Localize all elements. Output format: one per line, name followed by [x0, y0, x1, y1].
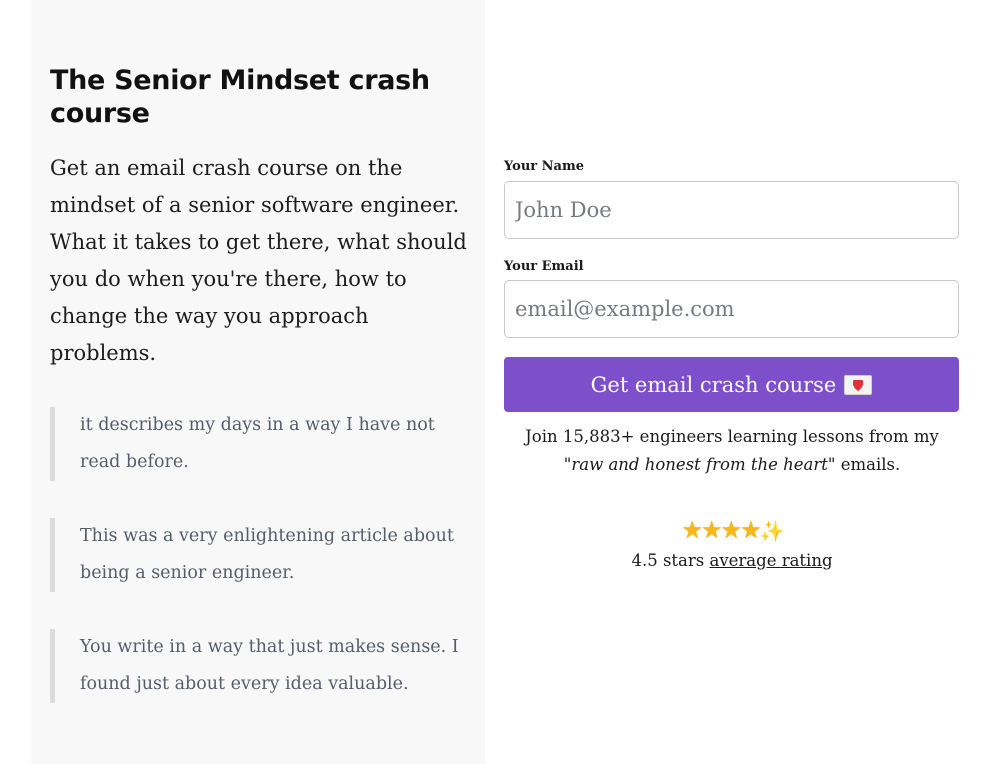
testimonial-quote: This was a very enlightening article about being a senior engineer. [50, 518, 460, 592]
social-proof-text [504, 423, 960, 479]
name-input[interactable] [504, 181, 959, 239]
sparkle-icon: ✨ [759, 519, 783, 543]
email-input[interactable] [504, 280, 959, 338]
testimonial-quote: You write in a way that just makes sense. I found just about every idea valuable. [50, 629, 460, 703]
rating-stars [504, 514, 960, 547]
average-rating-link[interactable]: average rating [709, 551, 833, 570]
email-label: Your Email [504, 259, 584, 274]
name-label: Your Name [504, 159, 584, 174]
testimonial-quote: it describes my days in a way I have not read before. [50, 407, 460, 481]
star-icon: ★ [720, 516, 741, 544]
course-title: The Senior Mindset crash course [50, 65, 430, 129]
rating-summary [504, 547, 960, 575]
join-prefix: Join 15,883+ engineers learning lessons from my [525, 427, 939, 446]
join-emphasis: "raw and honest from the heart" [563, 455, 836, 474]
get-crash-course-button[interactable] [504, 357, 959, 412]
submit-button-label: Get email crash course [590, 372, 837, 397]
love-letter-icon [844, 375, 872, 395]
star-icon: ★ [681, 516, 702, 544]
course-description: Get an email crash course on the mindset of a senior software engineer. What it takes to get there, what should you do when you're there, how to change the way you approach problems. [50, 156, 467, 365]
rating-stars-text: 4.5 stars [631, 551, 710, 570]
star-icon: ★ [740, 516, 760, 544]
join-suffix: emails. [835, 455, 901, 474]
star-icon: ★ [701, 516, 721, 544]
